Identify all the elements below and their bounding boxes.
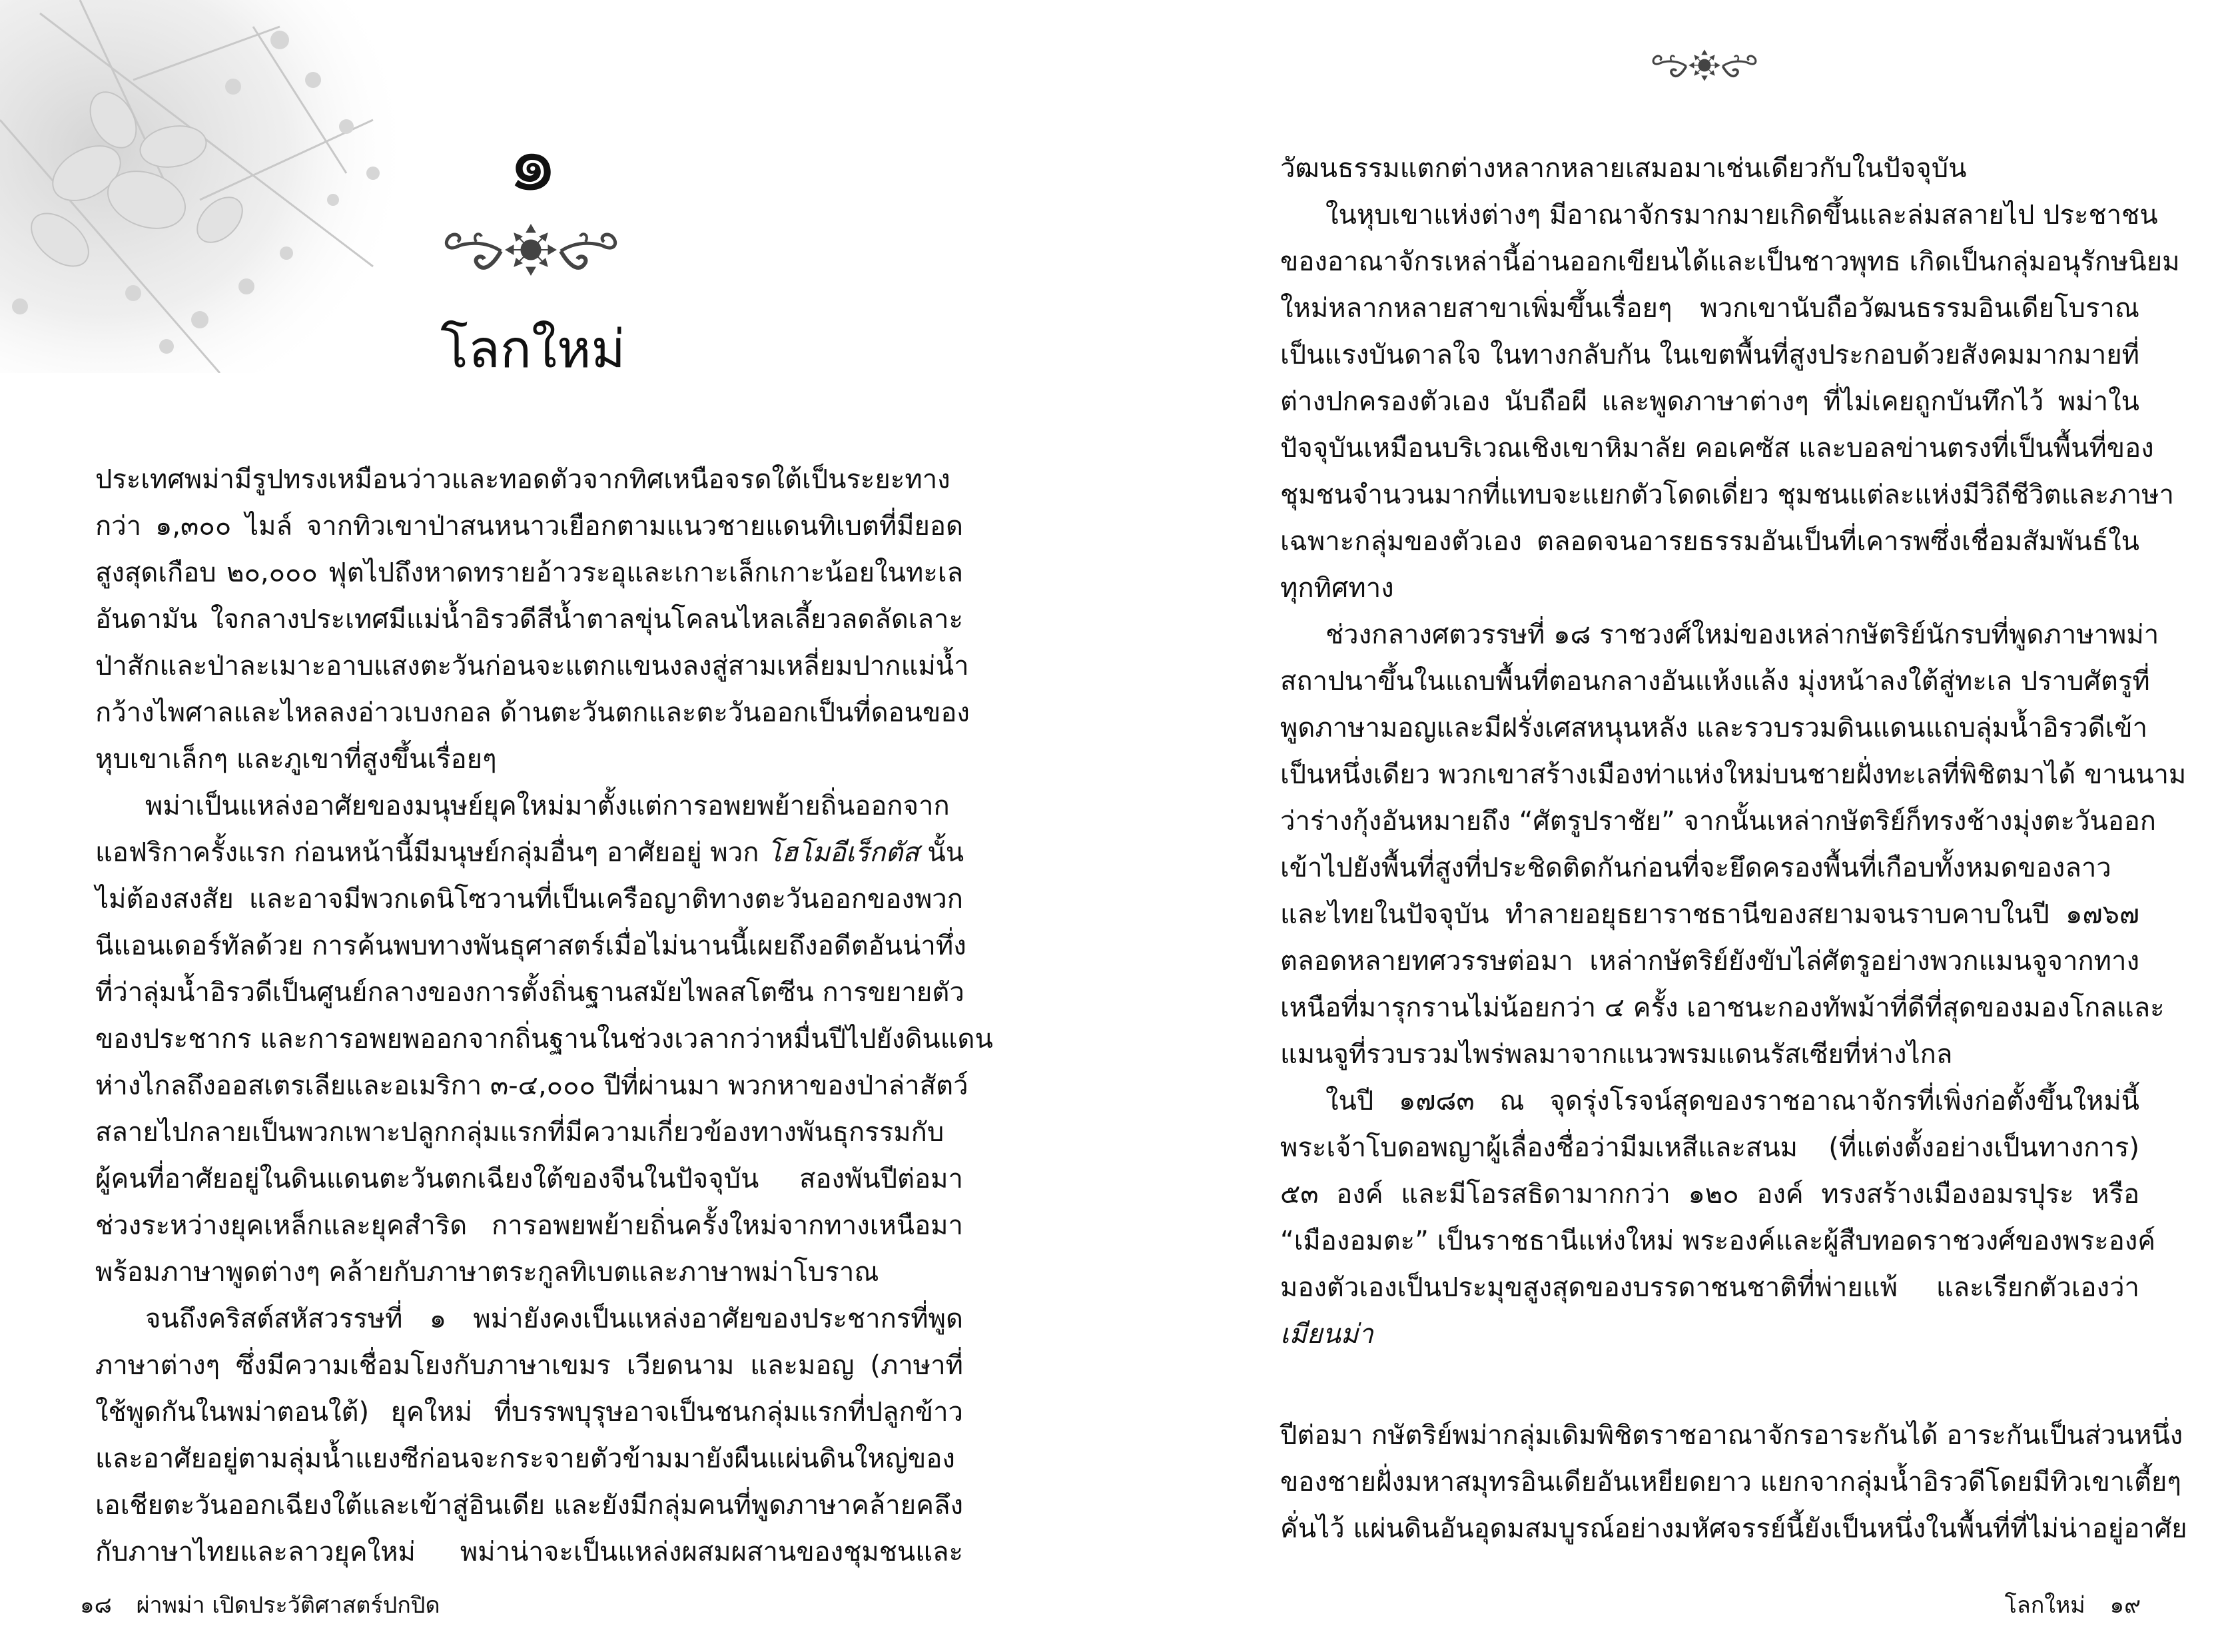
text-line: ว่าร่างกุ้งอันหมายถึง “ศัตรูปราชัย” จากนั้นเหล่ากษัตริย์ก็ทรงช้างมุ่งตะวันออก [1280, 806, 2157, 837]
text-line: ปีต่อมา กษัตริย์พม่ากลุ่มเดิมพิชิตราชอาณาจักรอาระกันได้ อาระกันเป็นส่วนหนึ่ง [1280, 1420, 2183, 1451]
text-line: ๕๓ องค์ และมีโอรสธิดามากกว่า ๑๒๐ องค์ ทรงสร้างเมืองอมรปุระ หรือ [1280, 1179, 2139, 1210]
running-head-chapter-title: โลกใหม่ [2004, 1592, 2085, 1619]
text-line: ของประชากร และการอพยพออกจากถิ่นฐานในช่วงเวลากว่าหมื่นปีไปยังดินแดน [95, 1024, 993, 1054]
text-line: กว่า ๑,๓๐๐ ไมล์ จากทิวเขาป่าสนหนาวเยือกตามแนวชายแดนทิเบตที่มียอด [95, 511, 963, 542]
chapter-number: ๑ [507, 117, 559, 209]
text-line: เฉพาะกลุ่มของตัวเอง ตลอดจนอารยธรรมอันเป็นที่เคารพซึ่งเชื่อมสัมพันธ์ใน [1280, 526, 2139, 557]
text-line: ในหุบเขาแห่งต่างๆ มีอาณาจักรมากมายเกิดขึ้นและล่มสลายไป ประชาชน [1325, 200, 2158, 230]
right-page-footer [2005, 1585, 2141, 1625]
page-number: ๑๘ [80, 1592, 112, 1619]
page-number: ๑๙ [2109, 1592, 2141, 1619]
text-line: นีแอนเดอร์ทัลด้วย การค้นพบทางพันธุศาสตร์เมื่อไม่นานนี้เผยถึงอดีตอันน่าทึ่ง [95, 931, 966, 961]
text-line: คั่นไว้ แผ่นดินอันอุดมสมบูรณ์อย่างมหัศจรรย์นี้ยังเป็นหนึ่งในพื้นที่ที่ไม่น่าอยู่อาศัย [1280, 1513, 2187, 1544]
ornament-icon [438, 223, 624, 276]
text-line: เอเชียตะวันออกเฉียงใต้และเข้าสู่อินเดีย และยังมีกลุ่มคนที่พูดภาษาคล้ายคลึง [95, 1490, 963, 1521]
text-line: หุบเขาเล็กๆ และภูเขาที่สูงขึ้นเรื่อยๆ [95, 744, 497, 775]
text-line: อันดามัน ใจกลางประเทศมีแม่น้ำอิรวดีสีน้ำตาลขุ่นโคลนไหลเลี้ยวลดลัดเลาะ [95, 604, 963, 635]
left-page-footer [80, 1585, 440, 1625]
text-line: ช่วงกลางศตวรรษที่ ๑๘ ราชวงศ์ใหม่ของเหล่ากษัตริย์นักรบที่พูดภาษาพม่า [1325, 620, 2159, 650]
text-span: นั้น [919, 837, 964, 868]
text-line: สถาปนาขึ้นในแถบพื้นที่ตอนกลางอันแห้งแล้ง มุ่งหน้าลงใต้สู่ทะเล ปราบศัตรูที่ [1280, 666, 2150, 697]
text-line: พร้อมภาษาพูดต่างๆ คล้ายกับภาษาตระกูลทิเบตและภาษาพม่าโบราณ [95, 1257, 879, 1288]
text-line: ตลอดหลายทศวรรษต่อมา เหล่ากษัตริย์ยังขับไล่ศัตรูอย่างพวกแมนจูจากทาง [1280, 946, 2139, 977]
text-line: วัฒนธรรมแตกต่างหลากหลายเสมอมาเช่นเดียวกับในปัจจุบัน [1280, 153, 1967, 184]
text-line: พระเจ้าโบดอพญาผู้เลื่องชื่อว่ามีมเหสีและสนม (ที่แต่งตั้งอย่างเป็นทางการ) [1280, 1132, 2139, 1163]
text-line: ช่วงระหว่างยุคเหล็กและยุคสำริด การอพยพย้ายถิ่นครั้งใหม่จากทางเหนือมา [95, 1210, 963, 1241]
text-line: ใช้พูดกันในพม่าตอนใต้) ยุคใหม่ ที่บรรพบุรุษอาจเป็นชนกลุ่มแรกที่ปลูกข้าว [95, 1397, 963, 1428]
text-line: เหนือที่มารุกรานไม่น้อยกว่า ๔ ครั้ง เอาชนะกองทัพม้าที่ดีที่สุดของมองโกลและ [1280, 993, 2165, 1023]
text-line: พูดภาษามอญและมีฝรั่งเศสหนุนหลัง และรวบรวมดินแดนแถบลุ่มน้ำอิรวดีเข้า [1280, 713, 2148, 743]
text-line: ของชายฝั่งมหาสมุทรอินเดียอันเหยียดยาว แยกจากลุ่มน้ำอิรวดีโดยมีทิวเขาเตี้ยๆ [1280, 1467, 2181, 1497]
text-line: กว้างไพศาลและไหลลงอ่าวเบงกอล ด้านตะวันตกและตะวันออกเป็นที่ดอนของ [95, 697, 970, 728]
text-line: ป่าสักและป่าละเมาะอาบแสงตะวันก่อนจะแตกแขนงลงสู่สามเหลี่ยมปากแม่น้ำ [95, 651, 969, 681]
text-line: ที่ว่าลุ่มน้ำอิรวดีเป็นศูนย์กลางของการตั้งถิ่นฐานสมัยไพลสโตซีน การขยายตัว [95, 977, 964, 1008]
running-head-book-title: ผ่าพม่า เปิดประวัติศาสตร์ปกปิด [136, 1592, 440, 1619]
text-line: ต่างปกครองตัวเอง นับถือผี และพูดภาษาต่างๆ ที่ไม่เคยถูกบันทึกไว้ พม่าใน [1280, 386, 2139, 417]
text-line: มองตัวเองเป็นประมุขสูงสุดของบรรดาชนชาติที่พ่ายแพ้ และเรียกตัวเองว่า [1280, 1272, 2139, 1303]
text-line [95, 829, 963, 876]
text-line: แมนจูที่รวบรวมไพร่พลมาจากแนวพรมแดนรัสเซียที่ห่างไกล [1280, 1039, 1953, 1070]
floral-background-image [0, 0, 413, 373]
text-line: สูงสุดเกือบ ๒๐,๐๐๐ ฟุตไปถึงหาดทรายอ้าวระอุและเกาะเล็กเกาะน้อยในทะเล [95, 558, 963, 588]
text-line: พม่าเป็นแหล่งอาศัยของมนุษย์ยุคใหม่มาตั้งแต่การอพยพย้ายถิ่นออกจาก [145, 791, 950, 821]
text-line: เข้าไปยังพื้นที่สูงที่ประชิดติดกันก่อนที่จะยึดครองพื้นที่เกือบทั้งหมดของลาว [1280, 853, 2111, 883]
chapter-title: โลกใหม่ [440, 320, 625, 380]
text-line: และไทยในปัจจุบัน ทำลายอยุธยาราชธานีของสยามจนราบคาบในปี ๑๗๖๗ [1280, 899, 2139, 930]
text-line: ทุกทิศทาง [1280, 573, 1394, 604]
text-line: ของอาณาจักรเหล่านี้อ่านออกเขียนได้และเป็นชาวพุทธ เกิดเป็นกลุ่มอนุรักษนิยม [1280, 246, 2180, 277]
text-line: ในปี ๑๗๘๓ ณ จุดรุ่งโรจน์สุดของราชอาณาจักรที่เพิ่งก่อตั้งขึ้นใหม่นี้ [1325, 1086, 2139, 1116]
text-line: กับภาษาไทยและลาวยุคใหม่ พม่าน่าจะเป็นแหล่งผสมผสานของชุมชนและ [95, 1537, 963, 1567]
text-line: และอาศัยอยู่ตามลุ่มน้ำแยงซีก่อนจะกระจายตัวข้ามมายังผืนแผ่นดินใหญ่ของ [95, 1444, 955, 1474]
text-line: ห่างไกลถึงออสเตรเลียและอเมริกา ๓-๔,๐๐๐ ปีที่ผ่านมา พวกหาของป่าล่าสัตว์ [95, 1070, 968, 1101]
text-line: ชุมชนจำนวนมากที่แทบจะแยกตัวโดดเดี่ยว ชุมชนแต่ละแห่งมีวิถีชีวิตและภาษา [1280, 480, 2175, 510]
text-line: ภาษาต่างๆ ซึ่งมีความเชื่อมโยงกับภาษาเขมร เวียดนาม และมอญ (ภาษาที่ [95, 1350, 963, 1381]
text-line: เป็นแรงบันดาลใจ ในทางกลับกัน ในเขตพื้นที่สูงประกอบด้วยสังคมมากมายที่ [1280, 340, 2139, 370]
text-line: จนถึงคริสต์สหัสวรรษที่ ๑ พม่ายังคงเป็นแหล่งอาศัยของประชากรที่พูด [145, 1304, 963, 1334]
text-line: ผู้คนที่อาศัยอยู่ในดินแดนตะวันตกเฉียงใต้ของจีนในปัจจุบัน สองพันปีต่อมา [95, 1164, 963, 1194]
text-line [1280, 1311, 2139, 1358]
text-line: “เมืองอมตะ” เป็นราชธานีแห่งใหม่ พระองค์และผู้สืบทอดราชวงศ์ของพระองค์ [1280, 1226, 2156, 1256]
italic-term: โฮโมอีเร็กตัส [767, 837, 919, 868]
text-line: ประเทศพม่ามีรูปทรงเหมือนว่าวและทอดตัวจากทิศเหนือจรดใต้เป็นระยะทาง [95, 464, 950, 495]
ornament-icon [1648, 48, 1761, 83]
text-line: เป็นหนึ่งเดียว พวกเขาสร้างเมืองท่าแห่งใหม่บนชายฝั่งทะเลที่พิชิตมาได้ ขานนาม [1280, 759, 2187, 790]
text-line: ไม่ต้องสงสัย และอาจมีพวกเดนิโซวานที่เป็นเครือญาติทางตะวันออกของพวก [95, 884, 963, 915]
text-line: ปัจจุบันเหมือนบริเวณเชิงเขาหิมาลัย คอเคซัส และบอลข่านตรงที่เป็นพื้นที่ของ [1280, 433, 2154, 464]
text-span: แอฟริกาครั้งแรก ก่อนหน้านี้มีมนุษย์กลุ่มอื่นๆ อาศัยอยู่ พวก [95, 837, 768, 868]
text-line: สลายไปกลายเป็นพวกเพาะปลูกกลุ่มแรกที่มีความเกี่ยวข้องทางพันธุกรรมกับ [95, 1117, 944, 1148]
text-line: ใหม่หลากหลายสาขาเพิ่มขึ้นเรื่อยๆ พวกเขานับถือวัฒนธรรมอินเดียโบราณ [1280, 293, 2139, 324]
italic-term: เมียนม่า [1280, 1319, 1373, 1350]
